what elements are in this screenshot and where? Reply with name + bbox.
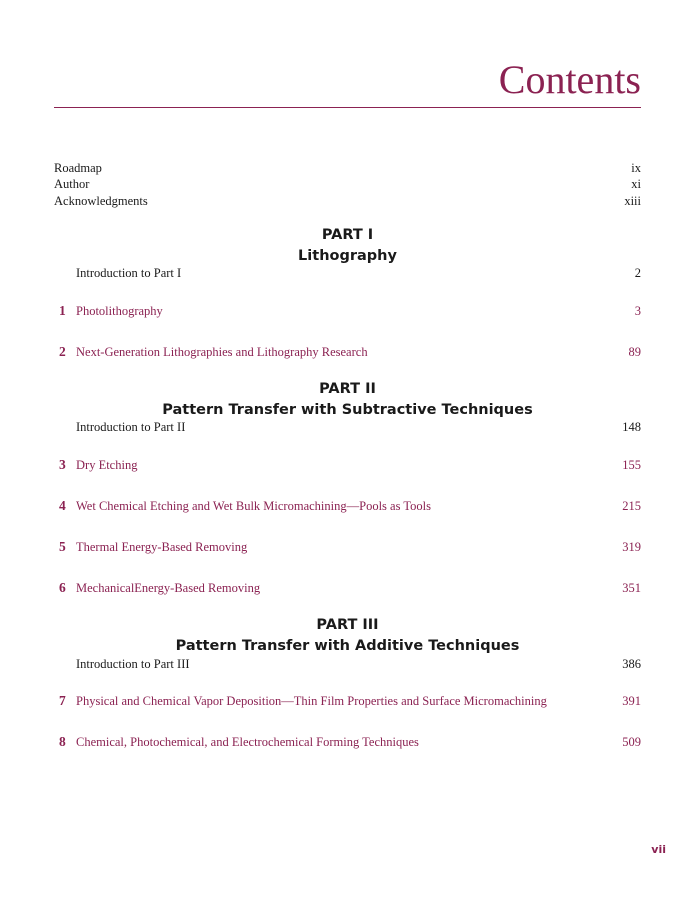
chapter-title: Thermal Energy-Based Removing — [76, 540, 248, 554]
chapter-title: Wet Chemical Etching and Wet Bulk Micromachining—Pools as Tools — [76, 499, 431, 513]
chapter-title: Dry Etching — [76, 458, 138, 472]
toc-entry-page: 148 — [622, 420, 641, 434]
part-title: Lithography — [298, 248, 397, 264]
toc-chapter-8[interactable] — [54, 733, 641, 751]
chapter-page: 509 — [622, 735, 641, 749]
chapter-title: Physical and Chemical Vapor Deposition—Thin Film Properties and Surface Micromachining — [76, 694, 547, 708]
part-label: PART I — [321, 227, 374, 243]
part-title: Pattern Transfer with Additive Techniques — [175, 638, 520, 654]
chapter-number: 3 — [59, 457, 66, 472]
chapter-page: 215 — [622, 499, 641, 513]
toc-entry-intro-part-3[interactable] — [54, 655, 641, 673]
chapter-page: 319 — [622, 540, 641, 554]
part-title: Pattern Transfer with Subtractive Techniques — [162, 402, 533, 418]
chapter-number: 5 — [59, 539, 66, 554]
toc-entry-page: xiii — [624, 194, 641, 208]
toc-entry-page: 386 — [622, 657, 641, 671]
toc-entry-page: 2 — [634, 266, 641, 280]
chapter-number: 1 — [59, 303, 66, 318]
title-rule — [54, 107, 641, 108]
toc-entry-label: Acknowledgments — [54, 194, 148, 208]
toc-entry-acknowledgments[interactable] — [54, 192, 641, 210]
toc-entry-page: ix — [631, 161, 641, 175]
chapter-title: MechanicalEnergy-Based Removing — [76, 581, 261, 595]
chapter-page: 89 — [628, 345, 641, 359]
toc-entry-label: Introduction to Part II — [76, 420, 186, 434]
chapter-page: 351 — [622, 581, 641, 595]
toc-entry-label: Introduction to Part I — [76, 266, 182, 280]
toc-entry-intro-part-2[interactable] — [54, 418, 641, 436]
chapter-number: 7 — [59, 693, 66, 708]
toc-entry-label: Introduction to Part III — [76, 657, 190, 671]
chapter-page: 155 — [622, 458, 641, 472]
chapter-title: Photolithography — [76, 304, 163, 318]
part-label: PART II — [319, 381, 376, 397]
toc-entry-page: xi — [631, 177, 641, 191]
toc-entry-label: Roadmap — [54, 161, 102, 175]
page-title: Contents — [498, 57, 641, 102]
chapter-page: 391 — [622, 694, 641, 708]
toc-chapter-4[interactable] — [54, 497, 641, 515]
chapter-number: 4 — [59, 498, 66, 513]
chapter-number: 6 — [59, 580, 66, 595]
chapter-number: 8 — [59, 734, 66, 749]
toc-chapter-6[interactable] — [54, 579, 641, 597]
page-number: vii — [651, 843, 666, 856]
chapter-title: Next-Generation Lithographies and Lithography Research — [76, 345, 368, 359]
toc-entry-intro-part-1[interactable] — [54, 264, 641, 282]
toc-chapter-2[interactable] — [54, 343, 641, 361]
toc-entry-author[interactable] — [54, 175, 641, 193]
chapter-number: 2 — [59, 344, 66, 359]
toc-chapter-7[interactable] — [54, 692, 641, 710]
chapter-title: Chemical, Photochemical, and Electrochemical Forming Techniques — [76, 735, 419, 749]
toc-chapter-3[interactable] — [54, 456, 641, 474]
chapter-page: 3 — [634, 304, 641, 318]
part-label: PART III — [316, 617, 379, 633]
toc-entry-label: Author — [54, 177, 90, 191]
toc-chapter-1[interactable] — [54, 302, 641, 320]
toc-chapter-5[interactable] — [54, 538, 641, 556]
